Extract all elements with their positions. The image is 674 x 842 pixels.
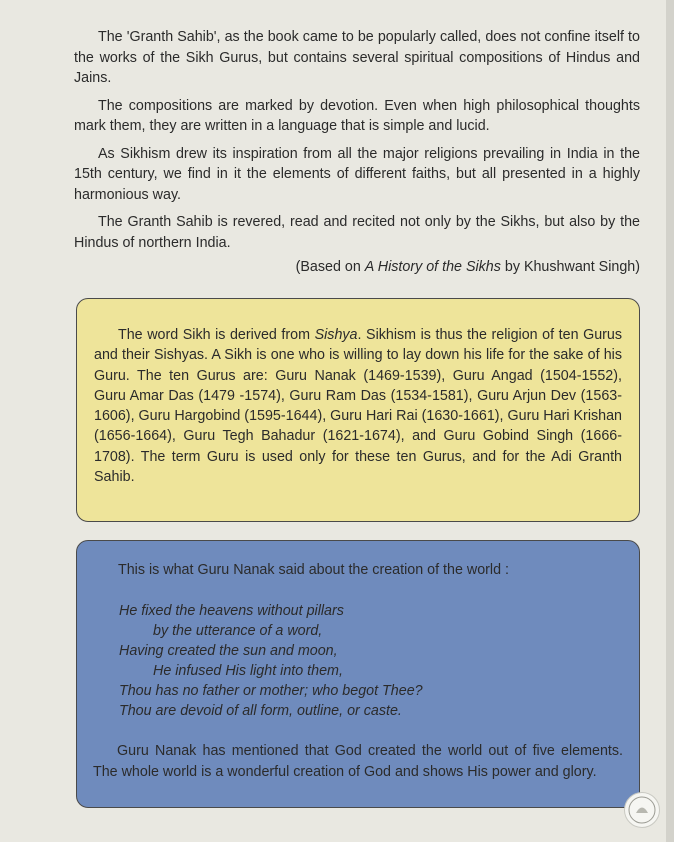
- poem-line: He fixed the heavens without pillars: [119, 603, 344, 619]
- quote-closing: Guru Nanak has mentioned that God created the world out of five elements. The whole world is a wonderful creation of God and shows His power and glory.: [93, 743, 623, 780]
- poem-line: Thou has no father or mother; who begot Thee?: [119, 683, 423, 699]
- citation-book-title: A History of the Sikhs: [364, 259, 501, 275]
- poem-line: Thou are devoid of all form, outline, or caste.: [119, 703, 402, 719]
- publisher-logo-icon: [624, 792, 660, 828]
- paragraph-2: The compositions are marked by devotion. Even when high philosophical thoughts mark them, they are written in a language that is simple and lucid.: [74, 97, 640, 134]
- paragraph-3: As Sikhism drew its inspiration from all the major religions prevailing in India in the 15th century, we find in it the elements of different faiths, but all presented in a highly harmonious way.: [74, 145, 640, 203]
- definition-text-after: . Sikhism is thus the religion of ten Gurus and their Sishyas. A Sikh is one who is willing to lay down his life for the sake of his Guru. The ten Gurus are: Guru Nanak (1469-1539), Guru Angad (1504-1552), Guru Amar Das (1479 -1574), Guru Ram Das (1534-1581), Guru Arjun Dev (1563-1606), Guru Hargobind (1595-1644), Guru Hari Rai (1630-1661), Guru Hari Krishan (1656-1664), Guru Tegh Bahadur (1621-1674), and Guru Gobind Singh (1666-1708). The term Guru is used only for these ten Gurus, and for the Adi Granth Sahib.: [94, 327, 623, 486]
- main-text: [74, 27, 640, 278]
- citation-suffix: by Khushwant Singh): [500, 259, 640, 275]
- citation-prefix: (Based on: [295, 259, 365, 275]
- page-edge: [666, 0, 674, 842]
- paragraph-4: The Granth Sahib is revered, read and recited not only by the Sikhs, but also by the Hindus of northern India.: [74, 214, 640, 251]
- poem-line: by the utterance of a word,: [153, 623, 323, 639]
- sikh-definition-text: [94, 325, 622, 487]
- creation-quote-box: [76, 540, 640, 808]
- poem-line: He infused His light into them,: [153, 663, 343, 679]
- definition-text-before: The word Sikh is derived from: [118, 327, 315, 343]
- definition-italic-word: Sishya: [314, 327, 358, 343]
- paragraph-1: The 'Granth Sahib', as the book came to be popularly called, does not confine itself to the works of the Sikh Gurus, but contains several spiritual compositions of Hindus and Jains.: [74, 29, 640, 86]
- poem: [119, 601, 423, 721]
- poem-line: Having created the sun and moon,: [119, 643, 338, 659]
- sikh-definition-box: [76, 298, 640, 522]
- citation: [74, 257, 640, 278]
- quote-intro: This is what Guru Nanak said about the creation of the world :: [118, 562, 509, 578]
